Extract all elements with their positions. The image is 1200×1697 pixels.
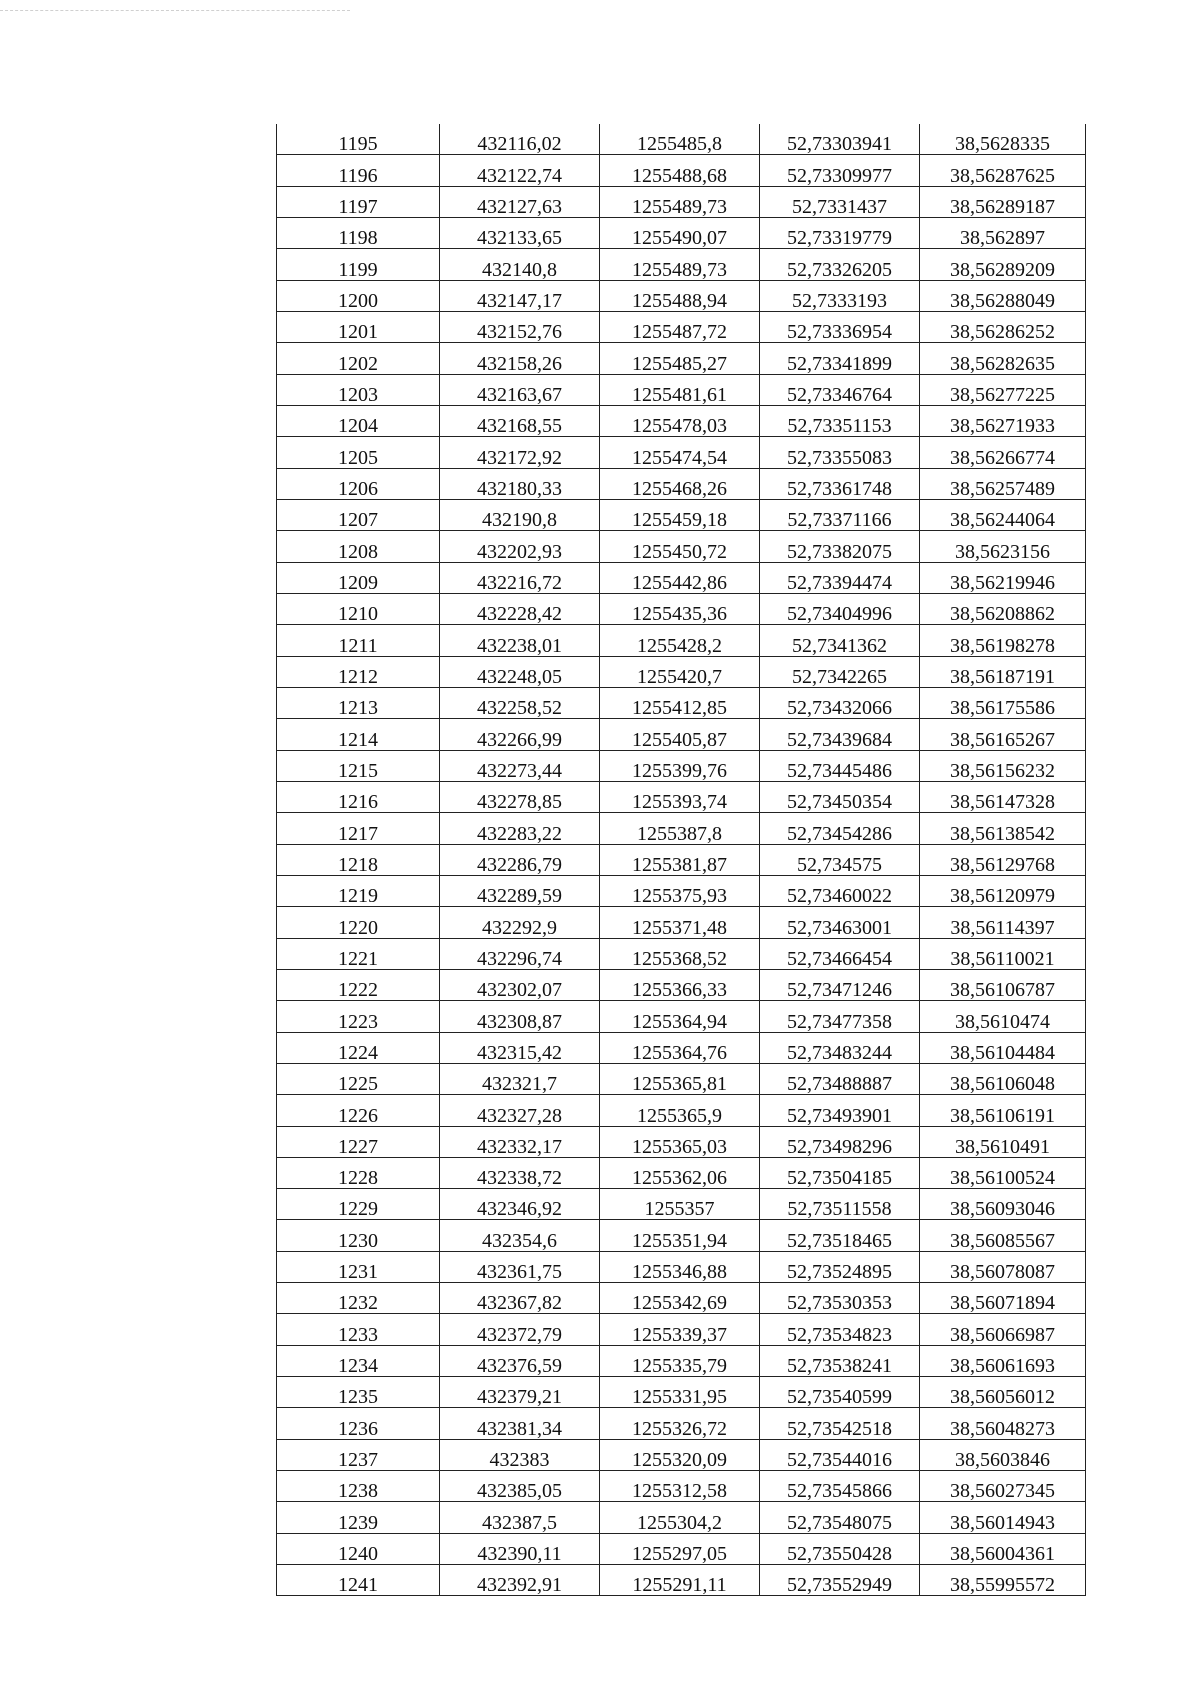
point-number-cell: 1216 [277, 781, 440, 812]
y-coordinate-cell: 1255450,72 [600, 531, 760, 562]
y-coordinate-cell: 1255412,85 [600, 687, 760, 718]
latitude-cell: 52,73351153 [760, 405, 920, 436]
table-row [277, 750, 1086, 781]
latitude-cell: 52,73540599 [760, 1377, 920, 1408]
latitude-cell: 52,73404996 [760, 593, 920, 624]
x-coordinate-cell: 432286,79 [440, 844, 600, 875]
latitude-cell: 52,73545866 [760, 1471, 920, 1502]
point-number-cell: 1235 [277, 1377, 440, 1408]
y-coordinate-cell: 1255381,87 [600, 844, 760, 875]
x-coordinate-cell: 432140,8 [440, 249, 600, 280]
y-coordinate-cell: 1255365,81 [600, 1063, 760, 1094]
table-row [277, 249, 1086, 280]
y-coordinate-cell: 1255297,05 [600, 1533, 760, 1564]
y-coordinate-cell: 1255474,54 [600, 437, 760, 468]
y-coordinate-cell: 1255393,74 [600, 781, 760, 812]
longitude-cell: 38,56100524 [920, 1157, 1086, 1188]
coordinates-table-body [277, 124, 1086, 1596]
longitude-cell: 38,56271933 [920, 405, 1086, 436]
latitude-cell: 52,73471246 [760, 969, 920, 1000]
table-row [277, 875, 1086, 906]
y-coordinate-cell: 1255320,09 [600, 1439, 760, 1470]
table-row [277, 687, 1086, 718]
longitude-cell: 38,56138542 [920, 813, 1086, 844]
longitude-cell: 38,5610474 [920, 1001, 1086, 1032]
point-number-cell: 1226 [277, 1095, 440, 1126]
y-coordinate-cell: 1255487,72 [600, 311, 760, 342]
point-number-cell: 1207 [277, 499, 440, 530]
table-row [277, 374, 1086, 405]
x-coordinate-cell: 432172,92 [440, 437, 600, 468]
table-row [277, 343, 1086, 374]
x-coordinate-cell: 432387,5 [440, 1502, 600, 1533]
longitude-cell: 38,56289187 [920, 186, 1086, 217]
y-coordinate-cell: 1255459,18 [600, 499, 760, 530]
table-row [277, 155, 1086, 186]
table-row [277, 625, 1086, 656]
table-row [277, 1189, 1086, 1220]
latitude-cell: 52,73524895 [760, 1251, 920, 1282]
point-number-cell: 1200 [277, 280, 440, 311]
x-coordinate-cell: 432258,52 [440, 687, 600, 718]
x-coordinate-cell: 432180,33 [440, 468, 600, 499]
scan-artifact-line [0, 10, 350, 11]
x-coordinate-cell: 432152,76 [440, 311, 600, 342]
point-number-cell: 1227 [277, 1126, 440, 1157]
table-row [277, 562, 1086, 593]
y-coordinate-cell: 1255362,06 [600, 1157, 760, 1188]
longitude-cell: 38,56244064 [920, 499, 1086, 530]
x-coordinate-cell: 432273,44 [440, 750, 600, 781]
y-coordinate-cell: 1255420,7 [600, 656, 760, 687]
y-coordinate-cell: 1255371,48 [600, 907, 760, 938]
x-coordinate-cell: 432379,21 [440, 1377, 600, 1408]
point-number-cell: 1218 [277, 844, 440, 875]
x-coordinate-cell: 432332,17 [440, 1126, 600, 1157]
table-row [277, 1251, 1086, 1282]
longitude-cell: 38,56165267 [920, 719, 1086, 750]
point-number-cell: 1228 [277, 1157, 440, 1188]
x-coordinate-cell: 432158,26 [440, 343, 600, 374]
table-row [277, 1471, 1086, 1502]
longitude-cell: 38,56085567 [920, 1220, 1086, 1251]
x-coordinate-cell: 432216,72 [440, 562, 600, 593]
table-row [277, 468, 1086, 499]
y-coordinate-cell: 1255312,58 [600, 1471, 760, 1502]
latitude-cell: 52,734575 [760, 844, 920, 875]
table-row [277, 1502, 1086, 1533]
latitude-cell: 52,7333193 [760, 280, 920, 311]
point-number-cell: 1241 [277, 1565, 440, 1596]
table-row [277, 311, 1086, 342]
longitude-cell: 38,56110021 [920, 938, 1086, 969]
table-row [277, 1408, 1086, 1439]
longitude-cell: 38,56104484 [920, 1032, 1086, 1063]
y-coordinate-cell: 1255365,9 [600, 1095, 760, 1126]
table-row [277, 813, 1086, 844]
longitude-cell: 38,56114397 [920, 907, 1086, 938]
y-coordinate-cell: 1255342,69 [600, 1283, 760, 1314]
longitude-cell: 38,56287625 [920, 155, 1086, 186]
longitude-cell: 38,56078087 [920, 1251, 1086, 1282]
table-row [277, 844, 1086, 875]
point-number-cell: 1199 [277, 249, 440, 280]
longitude-cell: 38,56187191 [920, 656, 1086, 687]
latitude-cell: 52,73319779 [760, 217, 920, 248]
y-coordinate-cell: 1255468,26 [600, 468, 760, 499]
table-row [277, 1220, 1086, 1251]
latitude-cell: 52,73534823 [760, 1314, 920, 1345]
table-row [277, 1283, 1086, 1314]
table-row [277, 1314, 1086, 1345]
table-row [277, 186, 1086, 217]
point-number-cell: 1201 [277, 311, 440, 342]
x-coordinate-cell: 432147,17 [440, 280, 600, 311]
point-number-cell: 1195 [277, 124, 440, 155]
y-coordinate-cell: 1255435,36 [600, 593, 760, 624]
point-number-cell: 1220 [277, 907, 440, 938]
table-row [277, 1063, 1086, 1094]
x-coordinate-cell: 432228,42 [440, 593, 600, 624]
x-coordinate-cell: 432278,85 [440, 781, 600, 812]
latitude-cell: 52,73511558 [760, 1189, 920, 1220]
longitude-cell: 38,56071894 [920, 1283, 1086, 1314]
longitude-cell: 38,56156232 [920, 750, 1086, 781]
table-row [277, 437, 1086, 468]
latitude-cell: 52,73326205 [760, 249, 920, 280]
table-row [277, 1032, 1086, 1063]
latitude-cell: 52,73460022 [760, 875, 920, 906]
latitude-cell: 52,73488887 [760, 1063, 920, 1094]
x-coordinate-cell: 432283,22 [440, 813, 600, 844]
x-coordinate-cell: 432308,87 [440, 1001, 600, 1032]
y-coordinate-cell: 1255481,61 [600, 374, 760, 405]
latitude-cell: 52,7331437 [760, 186, 920, 217]
point-number-cell: 1239 [277, 1502, 440, 1533]
point-number-cell: 1212 [277, 656, 440, 687]
table-row [277, 1377, 1086, 1408]
table-row [277, 1126, 1086, 1157]
table-row [277, 1001, 1086, 1032]
latitude-cell: 52,73309977 [760, 155, 920, 186]
x-coordinate-cell: 432372,79 [440, 1314, 600, 1345]
y-coordinate-cell: 1255331,95 [600, 1377, 760, 1408]
latitude-cell: 52,73355083 [760, 437, 920, 468]
latitude-cell: 52,73552949 [760, 1565, 920, 1596]
y-coordinate-cell: 1255488,94 [600, 280, 760, 311]
latitude-cell: 52,7342265 [760, 656, 920, 687]
latitude-cell: 52,73450354 [760, 781, 920, 812]
x-coordinate-cell: 432190,8 [440, 499, 600, 530]
point-number-cell: 1215 [277, 750, 440, 781]
point-number-cell: 1232 [277, 1283, 440, 1314]
x-coordinate-cell: 432127,63 [440, 186, 600, 217]
x-coordinate-cell: 432383 [440, 1439, 600, 1470]
y-coordinate-cell: 1255304,2 [600, 1502, 760, 1533]
latitude-cell: 52,73371166 [760, 499, 920, 530]
point-number-cell: 1211 [277, 625, 440, 656]
longitude-cell: 38,5610491 [920, 1126, 1086, 1157]
latitude-cell: 52,73445486 [760, 750, 920, 781]
latitude-cell: 52,73548075 [760, 1502, 920, 1533]
x-coordinate-cell: 432361,75 [440, 1251, 600, 1282]
table-row [277, 280, 1086, 311]
table-row [277, 719, 1086, 750]
point-number-cell: 1198 [277, 217, 440, 248]
latitude-cell: 52,73394474 [760, 562, 920, 593]
longitude-cell: 38,56014943 [920, 1502, 1086, 1533]
longitude-cell: 38,56277225 [920, 374, 1086, 405]
y-coordinate-cell: 1255399,76 [600, 750, 760, 781]
x-coordinate-cell: 432315,42 [440, 1032, 600, 1063]
table-row [277, 124, 1086, 155]
y-coordinate-cell: 1255489,73 [600, 249, 760, 280]
table-row [277, 1533, 1086, 1564]
latitude-cell: 52,73504185 [760, 1157, 920, 1188]
latitude-cell: 52,73544016 [760, 1439, 920, 1470]
longitude-cell: 38,56048273 [920, 1408, 1086, 1439]
point-number-cell: 1208 [277, 531, 440, 562]
y-coordinate-cell: 1255442,86 [600, 562, 760, 593]
x-coordinate-cell: 432168,55 [440, 405, 600, 436]
longitude-cell: 38,56289209 [920, 249, 1086, 280]
y-coordinate-cell: 1255478,03 [600, 405, 760, 436]
point-number-cell: 1233 [277, 1314, 440, 1345]
x-coordinate-cell: 432390,11 [440, 1533, 600, 1564]
point-number-cell: 1203 [277, 374, 440, 405]
latitude-cell: 52,73542518 [760, 1408, 920, 1439]
longitude-cell: 38,56175586 [920, 687, 1086, 718]
y-coordinate-cell: 1255485,8 [600, 124, 760, 155]
longitude-cell: 38,56004361 [920, 1533, 1086, 1564]
latitude-cell: 52,73498296 [760, 1126, 920, 1157]
longitude-cell: 38,56147328 [920, 781, 1086, 812]
latitude-cell: 52,73463001 [760, 907, 920, 938]
latitude-cell: 52,73341899 [760, 343, 920, 374]
latitude-cell: 52,73477358 [760, 1001, 920, 1032]
point-number-cell: 1234 [277, 1345, 440, 1376]
longitude-cell: 38,56208862 [920, 593, 1086, 624]
y-coordinate-cell: 1255339,37 [600, 1314, 760, 1345]
x-coordinate-cell: 432116,02 [440, 124, 600, 155]
point-number-cell: 1221 [277, 938, 440, 969]
y-coordinate-cell: 1255326,72 [600, 1408, 760, 1439]
latitude-cell: 52,73454286 [760, 813, 920, 844]
x-coordinate-cell: 432133,65 [440, 217, 600, 248]
y-coordinate-cell: 1255488,68 [600, 155, 760, 186]
x-coordinate-cell: 432266,99 [440, 719, 600, 750]
longitude-cell: 38,56120979 [920, 875, 1086, 906]
longitude-cell: 38,55995572 [920, 1565, 1086, 1596]
point-number-cell: 1238 [277, 1471, 440, 1502]
table-row [277, 656, 1086, 687]
coordinates-table [276, 124, 1086, 1596]
point-number-cell: 1236 [277, 1408, 440, 1439]
table-row [277, 1157, 1086, 1188]
y-coordinate-cell: 1255364,76 [600, 1032, 760, 1063]
y-coordinate-cell: 1255490,07 [600, 217, 760, 248]
table-row [277, 1345, 1086, 1376]
latitude-cell: 52,73361748 [760, 468, 920, 499]
table-row [277, 907, 1086, 938]
latitude-cell: 52,73493901 [760, 1095, 920, 1126]
table-row [277, 531, 1086, 562]
point-number-cell: 1217 [277, 813, 440, 844]
table-row [277, 781, 1086, 812]
longitude-cell: 38,56093046 [920, 1189, 1086, 1220]
latitude-cell: 52,73303941 [760, 124, 920, 155]
x-coordinate-cell: 432202,93 [440, 531, 600, 562]
point-number-cell: 1240 [277, 1533, 440, 1564]
point-number-cell: 1197 [277, 186, 440, 217]
table-row [277, 405, 1086, 436]
longitude-cell: 38,56066987 [920, 1314, 1086, 1345]
x-coordinate-cell: 432338,72 [440, 1157, 600, 1188]
x-coordinate-cell: 432354,6 [440, 1220, 600, 1251]
table-row [277, 1095, 1086, 1126]
x-coordinate-cell: 432163,67 [440, 374, 600, 405]
longitude-cell: 38,56257489 [920, 468, 1086, 499]
point-number-cell: 1206 [277, 468, 440, 499]
y-coordinate-cell: 1255428,2 [600, 625, 760, 656]
table-row [277, 593, 1086, 624]
longitude-cell: 38,5628335 [920, 124, 1086, 155]
x-coordinate-cell: 432296,74 [440, 938, 600, 969]
point-number-cell: 1202 [277, 343, 440, 374]
table-row [277, 1439, 1086, 1470]
y-coordinate-cell: 1255375,93 [600, 875, 760, 906]
x-coordinate-cell: 432122,74 [440, 155, 600, 186]
x-coordinate-cell: 432392,91 [440, 1565, 600, 1596]
x-coordinate-cell: 432289,59 [440, 875, 600, 906]
point-number-cell: 1224 [277, 1032, 440, 1063]
latitude-cell: 52,73538241 [760, 1345, 920, 1376]
x-coordinate-cell: 432346,92 [440, 1189, 600, 1220]
y-coordinate-cell: 1255351,94 [600, 1220, 760, 1251]
latitude-cell: 52,73483244 [760, 1032, 920, 1063]
point-number-cell: 1230 [277, 1220, 440, 1251]
latitude-cell: 52,73518465 [760, 1220, 920, 1251]
latitude-cell: 52,73382075 [760, 531, 920, 562]
longitude-cell: 38,5623156 [920, 531, 1086, 562]
latitude-cell: 52,73346764 [760, 374, 920, 405]
table-row [277, 499, 1086, 530]
latitude-cell: 52,73530353 [760, 1283, 920, 1314]
x-coordinate-cell: 432238,01 [440, 625, 600, 656]
latitude-cell: 52,73466454 [760, 938, 920, 969]
longitude-cell: 38,56266774 [920, 437, 1086, 468]
y-coordinate-cell: 1255291,11 [600, 1565, 760, 1596]
table-row [277, 969, 1086, 1000]
longitude-cell: 38,562897 [920, 217, 1086, 248]
point-number-cell: 1223 [277, 1001, 440, 1032]
y-coordinate-cell: 1255489,73 [600, 186, 760, 217]
longitude-cell: 38,56282635 [920, 343, 1086, 374]
point-number-cell: 1214 [277, 719, 440, 750]
point-number-cell: 1213 [277, 687, 440, 718]
point-number-cell: 1205 [277, 437, 440, 468]
longitude-cell: 38,56056012 [920, 1377, 1086, 1408]
x-coordinate-cell: 432381,34 [440, 1408, 600, 1439]
point-number-cell: 1204 [277, 405, 440, 436]
latitude-cell: 52,73550428 [760, 1533, 920, 1564]
x-coordinate-cell: 432321,7 [440, 1063, 600, 1094]
longitude-cell: 38,56027345 [920, 1471, 1086, 1502]
longitude-cell: 38,56106048 [920, 1063, 1086, 1094]
y-coordinate-cell: 1255366,33 [600, 969, 760, 1000]
longitude-cell: 38,56106191 [920, 1095, 1086, 1126]
latitude-cell: 52,73432066 [760, 687, 920, 718]
table-row [277, 217, 1086, 248]
longitude-cell: 38,56198278 [920, 625, 1086, 656]
point-number-cell: 1237 [277, 1439, 440, 1470]
x-coordinate-cell: 432302,07 [440, 969, 600, 1000]
latitude-cell: 52,7341362 [760, 625, 920, 656]
y-coordinate-cell: 1255368,52 [600, 938, 760, 969]
x-coordinate-cell: 432376,59 [440, 1345, 600, 1376]
x-coordinate-cell: 432327,28 [440, 1095, 600, 1126]
x-coordinate-cell: 432292,9 [440, 907, 600, 938]
y-coordinate-cell: 1255335,79 [600, 1345, 760, 1376]
longitude-cell: 38,56106787 [920, 969, 1086, 1000]
longitude-cell: 38,56061693 [920, 1345, 1086, 1376]
y-coordinate-cell: 1255364,94 [600, 1001, 760, 1032]
point-number-cell: 1229 [277, 1189, 440, 1220]
y-coordinate-cell: 1255357 [600, 1189, 760, 1220]
point-number-cell: 1231 [277, 1251, 440, 1282]
latitude-cell: 52,73439684 [760, 719, 920, 750]
latitude-cell: 52,73336954 [760, 311, 920, 342]
point-number-cell: 1196 [277, 155, 440, 186]
point-number-cell: 1219 [277, 875, 440, 906]
table-row [277, 938, 1086, 969]
x-coordinate-cell: 432385,05 [440, 1471, 600, 1502]
y-coordinate-cell: 1255387,8 [600, 813, 760, 844]
y-coordinate-cell: 1255405,87 [600, 719, 760, 750]
longitude-cell: 38,56129768 [920, 844, 1086, 875]
point-number-cell: 1209 [277, 562, 440, 593]
longitude-cell: 38,56286252 [920, 311, 1086, 342]
x-coordinate-cell: 432367,82 [440, 1283, 600, 1314]
point-number-cell: 1222 [277, 969, 440, 1000]
y-coordinate-cell: 1255485,27 [600, 343, 760, 374]
longitude-cell: 38,56219946 [920, 562, 1086, 593]
y-coordinate-cell: 1255365,03 [600, 1126, 760, 1157]
point-number-cell: 1210 [277, 593, 440, 624]
table-row [277, 1565, 1086, 1596]
y-coordinate-cell: 1255346,88 [600, 1251, 760, 1282]
x-coordinate-cell: 432248,05 [440, 656, 600, 687]
longitude-cell: 38,56288049 [920, 280, 1086, 311]
point-number-cell: 1225 [277, 1063, 440, 1094]
longitude-cell: 38,5603846 [920, 1439, 1086, 1470]
